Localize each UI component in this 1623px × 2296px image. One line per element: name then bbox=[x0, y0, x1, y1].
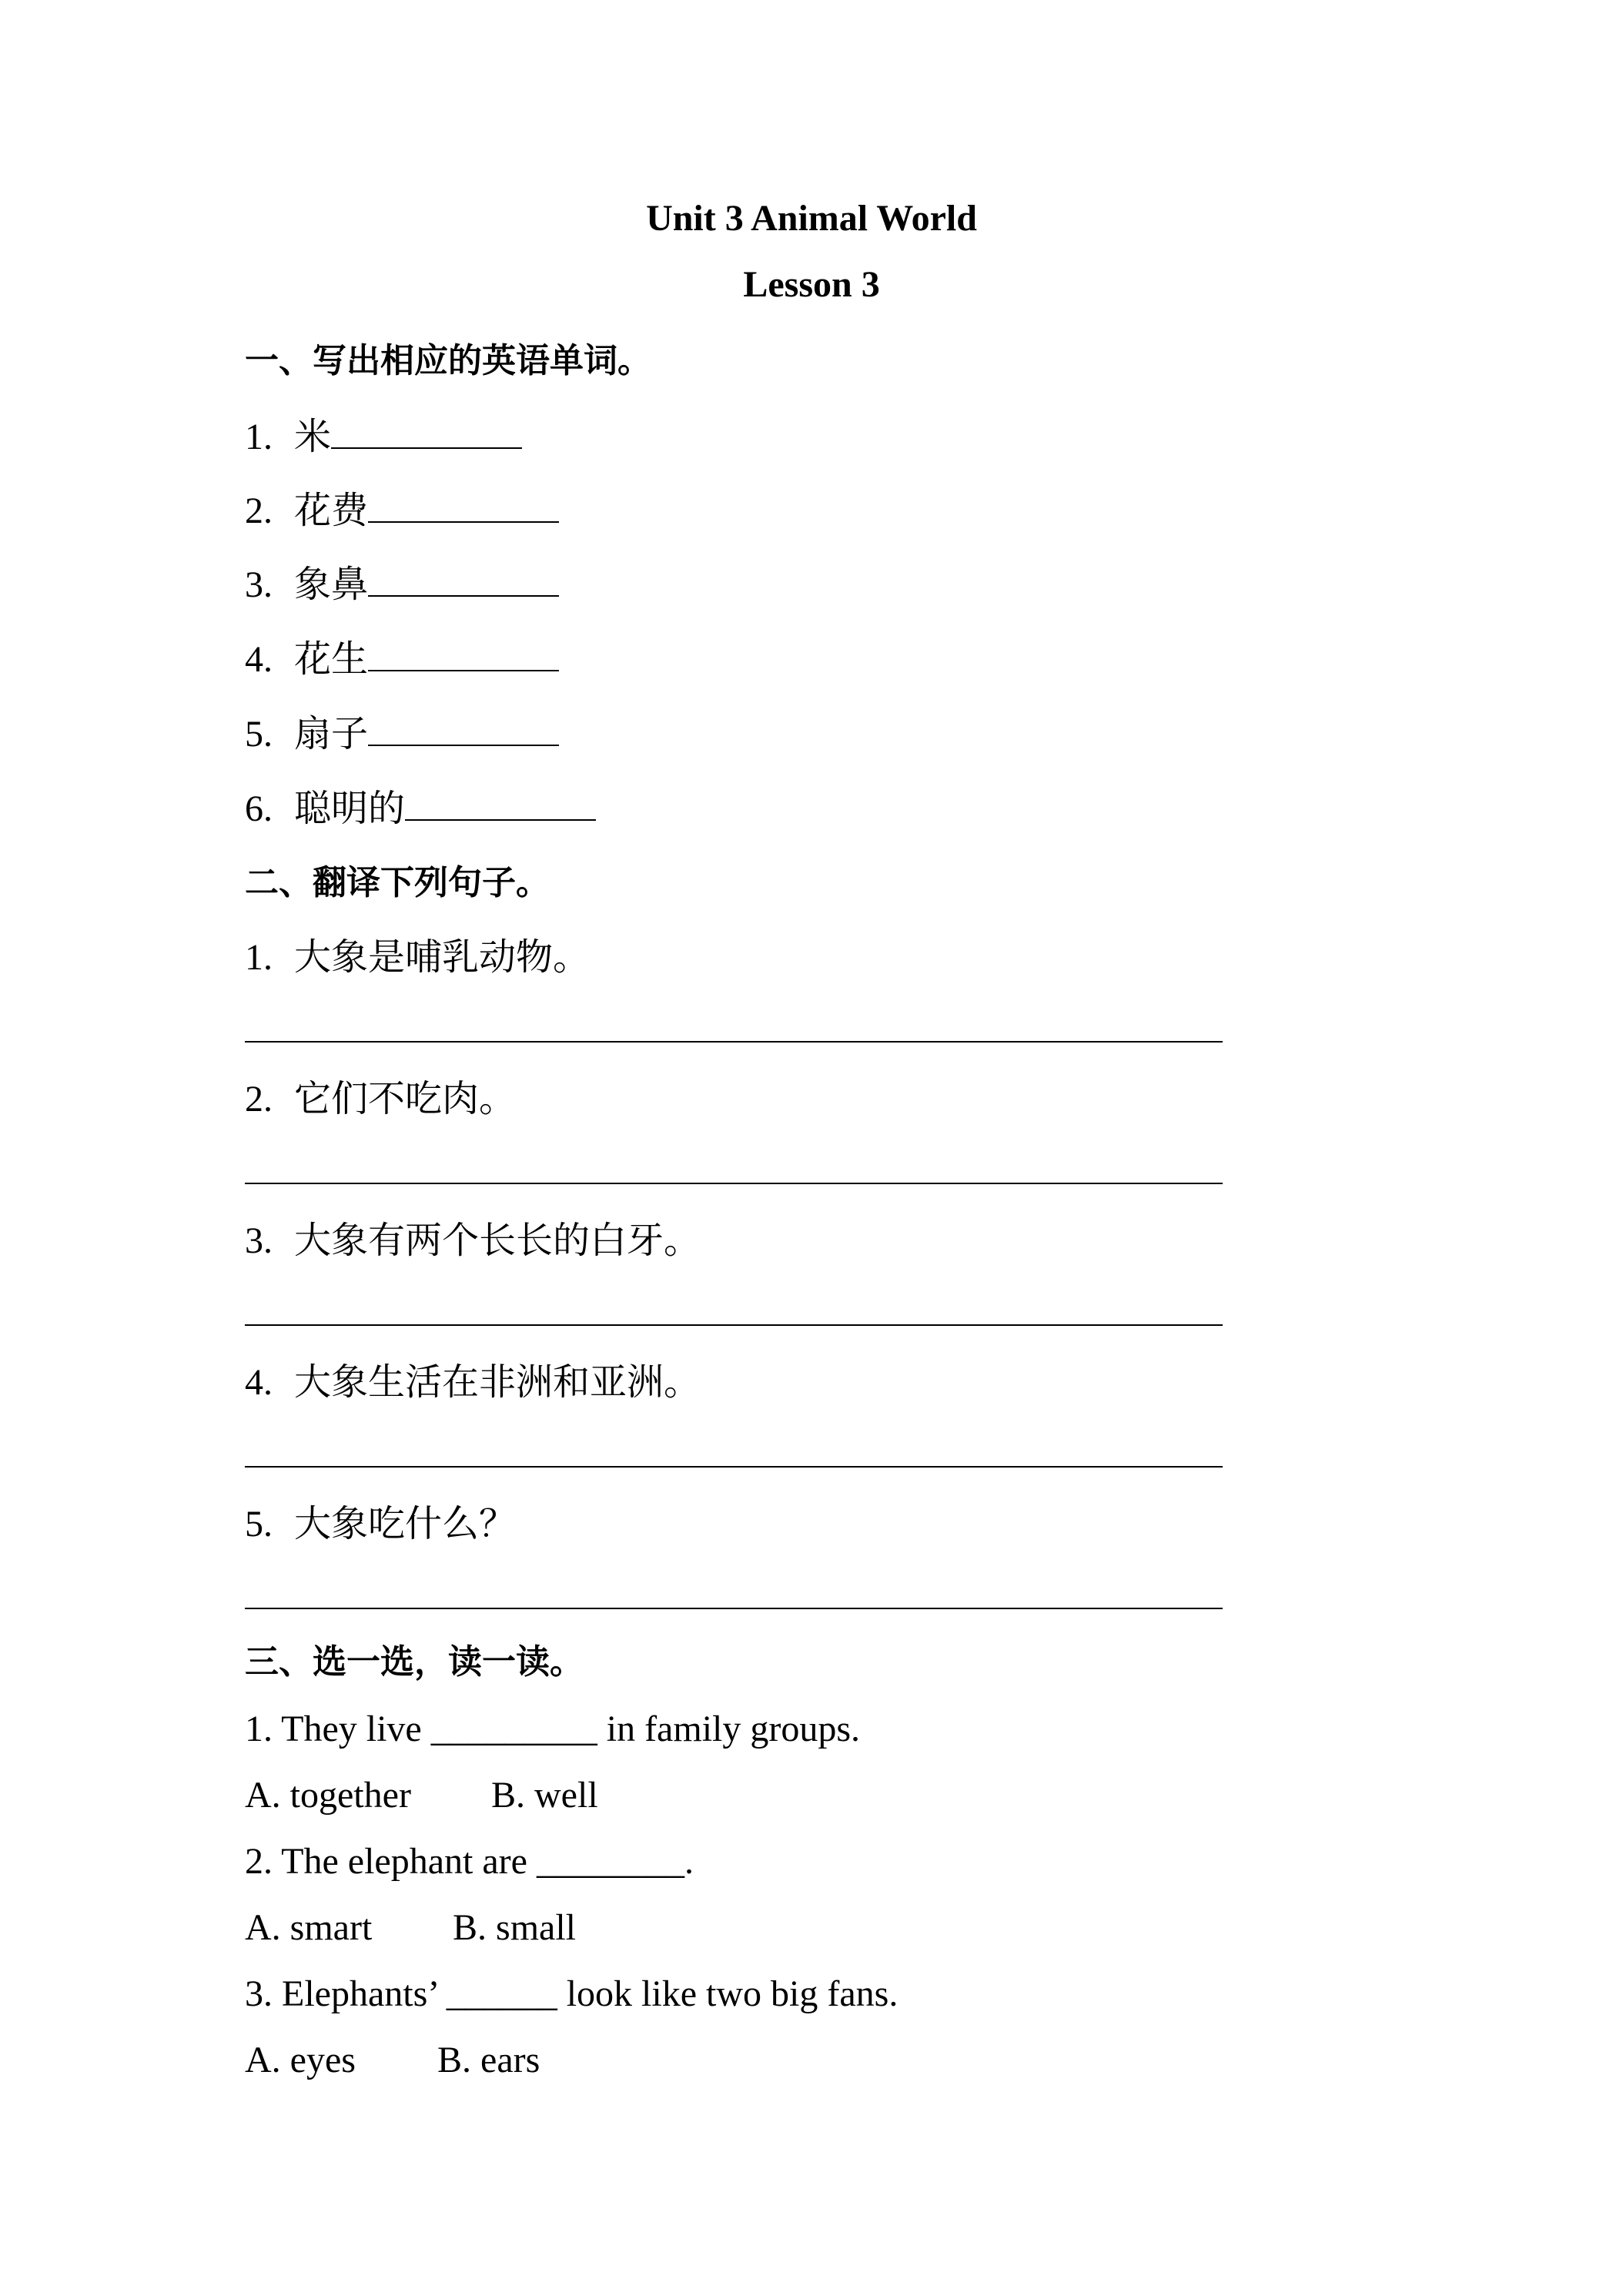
answer-blank[interactable] bbox=[331, 417, 522, 449]
answer-blank[interactable] bbox=[368, 639, 559, 671]
item-number: 6. bbox=[245, 788, 273, 829]
vocab-item-3 bbox=[245, 554, 559, 607]
choice-question-2 bbox=[245, 1840, 694, 1883]
answer-line[interactable] bbox=[245, 1324, 1223, 1326]
question-text: 2. The elephant are bbox=[245, 1841, 537, 1882]
question-blank[interactable]: _________ bbox=[430, 1709, 597, 1749]
item-text: 花费 bbox=[294, 490, 369, 531]
question-text: in family groups. bbox=[597, 1709, 861, 1749]
option-a[interactable]: A. together bbox=[245, 1775, 411, 1816]
answer-line[interactable] bbox=[245, 1608, 1223, 1609]
translate-item-3 bbox=[245, 1210, 701, 1263]
translate-item-1 bbox=[245, 927, 590, 980]
item-number: 2. bbox=[245, 490, 273, 531]
section2-heading: 二、翻译下列句子。 bbox=[245, 863, 550, 902]
question-blank[interactable]: ________ bbox=[536, 1841, 684, 1882]
vocab-item-6 bbox=[245, 778, 596, 832]
question-text: look like two big fans. bbox=[557, 1973, 899, 2014]
item-number: 4. bbox=[245, 1362, 273, 1403]
option-b[interactable]: B. well bbox=[491, 1775, 598, 1816]
choice-question-3 bbox=[245, 1973, 898, 2015]
option-a[interactable]: A. smart bbox=[245, 1907, 373, 1948]
vocab-item-2 bbox=[245, 480, 559, 534]
item-text: 大象是哺乳动物。 bbox=[294, 937, 591, 978]
translate-item-4 bbox=[245, 1352, 701, 1405]
item-number: 3. bbox=[245, 564, 273, 605]
choice-options-3 bbox=[245, 2039, 540, 2081]
translate-item-5 bbox=[245, 1494, 516, 1547]
item-text: 扇子 bbox=[294, 714, 369, 755]
option-b[interactable]: B. ears bbox=[437, 2040, 540, 2080]
item-number: 5. bbox=[245, 1504, 273, 1545]
section3-heading: 三、选一选，读一读。 bbox=[245, 1642, 584, 1682]
item-text: 聪明的 bbox=[294, 788, 406, 829]
lesson-subtitle: Lesson 3 bbox=[743, 264, 880, 305]
question-text: 1. They live bbox=[245, 1709, 431, 1749]
choice-question-1 bbox=[245, 1708, 860, 1750]
answer-line[interactable] bbox=[245, 1041, 1223, 1043]
section1-heading: 一、写出相应的英语单词。 bbox=[245, 341, 651, 380]
item-text: 象鼻 bbox=[294, 564, 369, 605]
page-title: Unit 3 Animal World bbox=[646, 198, 977, 239]
item-number: 3. bbox=[245, 1220, 273, 1261]
question-text: . bbox=[684, 1841, 694, 1882]
item-text: 花生 bbox=[294, 639, 369, 680]
choice-options-2 bbox=[245, 1906, 576, 1949]
vocab-item-4 bbox=[245, 629, 559, 682]
item-text: 大象有两个长长的白牙。 bbox=[294, 1220, 701, 1261]
vocab-item-1 bbox=[245, 407, 522, 460]
item-number: 1. bbox=[245, 417, 273, 457]
item-number: 5. bbox=[245, 714, 273, 755]
item-number: 4. bbox=[245, 639, 273, 680]
item-number: 1. bbox=[245, 937, 273, 978]
answer-blank[interactable] bbox=[405, 788, 596, 821]
answer-line[interactable] bbox=[245, 1466, 1223, 1468]
item-number: 2. bbox=[245, 1079, 273, 1120]
vocab-item-5 bbox=[245, 704, 559, 757]
item-text: 米 bbox=[294, 417, 332, 457]
item-text: 大象吃什么？ bbox=[294, 1504, 517, 1545]
answer-blank[interactable] bbox=[368, 564, 559, 597]
answer-blank[interactable] bbox=[368, 490, 559, 523]
translate-item-2 bbox=[245, 1069, 516, 1122]
answer-blank[interactable] bbox=[368, 714, 559, 746]
question-text: 3. Elephants’ bbox=[245, 1973, 447, 2014]
answer-line[interactable] bbox=[245, 1183, 1223, 1184]
question-blank[interactable]: ______ bbox=[446, 1973, 557, 2014]
item-text: 它们不吃肉。 bbox=[294, 1079, 517, 1120]
option-b[interactable]: B. small bbox=[453, 1907, 577, 1948]
option-a[interactable]: A. eyes bbox=[245, 2040, 356, 2080]
item-text: 大象生活在非洲和亚洲。 bbox=[294, 1362, 701, 1403]
choice-options-1 bbox=[245, 1774, 598, 1816]
